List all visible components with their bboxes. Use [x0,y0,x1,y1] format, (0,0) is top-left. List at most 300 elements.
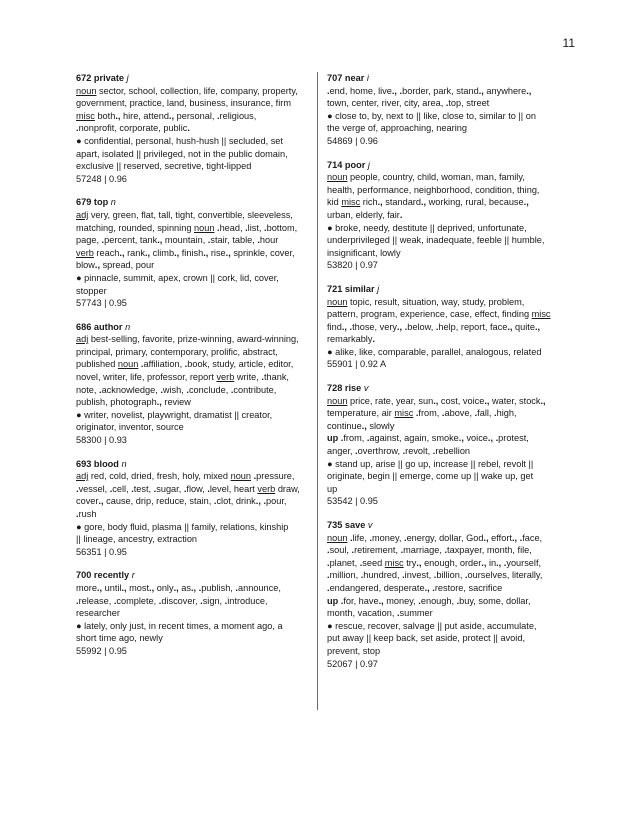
entry-text: remarkably [327,334,373,345]
entry-word: rise [344,383,362,394]
entry-text: end, home, live [329,85,392,96]
entry-similar [327,283,565,371]
entry-line [76,582,314,595]
entry-text: rich [360,197,378,208]
entry-line [76,607,314,620]
entry-text: write, [234,372,262,383]
entry-rank: 735 [327,520,343,530]
entry-text: originate, begin || emerge, come up || wake up, get [327,471,534,482]
grammar-label: noun [230,471,252,482]
entry-text: . [216,110,220,121]
entry-text: . [404,532,407,543]
entry-text: . [445,98,449,109]
entry-text: ., [156,397,162,408]
entry-rank: 693 [76,458,92,469]
entry-text: review [161,397,191,408]
entry-text: . [415,408,419,419]
entry-text: seed [362,557,385,568]
entry-text: . [99,384,102,395]
entry-text: ., [507,321,513,332]
entry-text: kid [327,197,342,208]
entry-text: planet, [329,557,360,568]
entry-text: ● rescue, recover, salvage || put aside, accumulate, [327,620,537,631]
entry-text: ., [225,247,231,258]
entry-text: ourselves, literally, [467,570,543,581]
entry-text: sector, school, collection, life, company, property, [96,85,298,96]
entry-text: above, [444,408,475,419]
entry-text: . [160,384,163,395]
entry-text: month, vacation, [327,608,397,619]
entry-text: both [94,110,116,121]
grammar-label: verb [76,247,94,258]
entry-text: revolt, [405,446,433,457]
grammar-label: noun [117,359,139,370]
entry-line [76,620,314,633]
entry-text: effort [488,532,512,543]
entry-headword [327,519,565,532]
entry-headword [327,72,565,85]
entry-text: publish, [201,582,236,593]
entry-headword [76,72,314,85]
entry-line [76,645,314,658]
entry-line [76,85,314,98]
entry-line [76,371,314,384]
entry-word: recently [93,570,130,581]
entry-line [76,483,314,496]
entry-line [327,296,565,309]
entry-text: life, [352,532,370,543]
entry-pos: j [377,283,380,294]
entry-text: ., [483,532,489,543]
entry-text: ● close to, by, next to || like, close to, similar to || on [327,110,536,121]
entry-text: . [369,532,372,543]
entry-text: ., [173,582,179,593]
right-column [327,72,565,681]
grammar-label: verb [216,372,235,383]
entry-pos: i [366,73,369,83]
entry-text: pour, [266,496,287,507]
entry-text: . [444,545,448,556]
entry-text: . [441,408,445,419]
entry-text: ., [397,321,403,332]
entry-text: water, stock [489,395,541,406]
entry-text: ., [361,420,367,431]
entry-headword [76,196,314,209]
entry-text: ., [203,247,209,258]
entry-line [76,110,314,123]
entry-text: ., [484,395,490,406]
entry-text: 55901 | 0.92 A [327,359,387,370]
entry-text: voice [463,433,488,444]
entry-word: save [344,520,366,530]
entry-line [327,110,565,123]
entry-line [76,632,314,645]
entry-text: ., [98,496,104,507]
entry-text: finish [179,247,204,258]
entry-line [76,297,314,310]
entry-line [327,569,565,582]
entry-text: . [101,235,105,246]
entry-line [327,470,565,483]
entry-line [327,532,565,545]
entry-text: 53820 | 0.97 [327,260,378,271]
entry-line [327,407,565,420]
entry-text: . [350,532,353,543]
entry-text: soul, [329,545,352,556]
entry-text: . [184,359,188,370]
entry-text: insignificant, lowly [327,247,401,258]
entry-text: from, [343,433,367,444]
entry-text: stair, table, [210,235,258,246]
entry-text: . [224,595,228,606]
entry-text: temperature, air [327,408,395,419]
entry-text: bottom, [266,222,298,233]
entry-text: money, [383,595,419,606]
page-number: 11 [562,36,575,50]
entry-line [76,396,314,409]
entry-rank: 714 [327,159,343,170]
entry-text: money, [372,532,404,543]
entry-line [327,184,565,197]
entry-text: . [109,483,113,494]
entry-text: more [76,582,97,593]
entry-line [76,508,314,521]
entry-text: quite [512,321,535,332]
entry-text: find [327,321,342,332]
entry-text: red, cold, dried, fresh, holy, mixed [88,471,231,482]
entry-text: affiliation, [143,359,185,370]
entry-text: million, [329,570,361,581]
entry-text: . [400,545,404,556]
entry-text: reach [93,247,120,258]
entry-text: yourself, [506,557,542,568]
entry-line [327,432,565,445]
entry-line [76,247,314,260]
entry-text: ., [526,85,532,96]
entry-line [76,346,314,359]
entry-text: exclusive || reserved, secretive, tight-lipped [76,161,252,172]
entry-text: spread, pour [100,260,155,271]
entry-text: for, have [343,595,379,606]
entry-text: very, green, flat, tall, tight, convertible, sleeveless, [88,209,293,220]
entry-text: book, study, article, editor, [187,359,294,370]
entry-text: . [327,545,330,556]
entry-line [76,495,314,508]
entry-text: invest, [404,570,434,581]
entry-headword [76,458,314,471]
entry-text: only [154,582,174,593]
entry-text: ., [190,582,197,593]
grammar-label: noun [76,85,97,96]
entry-line [327,458,565,471]
entry-text: . [264,222,267,233]
entry-text: mountain, [162,235,208,246]
entry-text: . [76,483,79,494]
entry-text: . [433,570,437,581]
entry-text: . [435,321,439,332]
entry-line [76,135,314,148]
entry-text: ., [416,557,422,568]
entry-rank: 721 [327,283,343,294]
entry-line [76,173,314,186]
entry-text: . [503,557,507,568]
entry-text: discover, [161,595,201,606]
entry-text: sprinkle, cover, [230,247,295,258]
entry-text: . [474,408,478,419]
entry-line [327,97,565,110]
entry-text: put away || keep back, set aside, protect || avoid, [327,633,525,644]
entry-text: . [245,222,248,233]
entry-text: summer [399,608,433,619]
entry-pos: r [131,570,135,581]
entry-line [327,620,565,633]
entry-line [327,632,565,645]
entry-text: test, [133,483,154,494]
entry-text: . [456,595,460,606]
entry-line [76,97,314,110]
entry-text: 54869 | 0.96 [327,135,378,146]
entry-line [76,384,314,397]
entry-text: prevent, stop [327,645,381,656]
entry-text: head, [219,222,246,233]
entry-text: . [158,595,162,606]
entry-text: release, [78,595,114,606]
entry-text: cell, [112,483,132,494]
entry-text: energy, dollar, God [406,532,484,543]
entry-text: published [76,359,118,370]
entry-text: . [217,222,220,233]
entry-text: help, report, face [438,321,508,332]
entry-text: ., [377,197,383,208]
entry-pos: j [126,73,129,83]
entry-pos: n [110,197,116,208]
entry-text: . [349,321,353,332]
grammar-label: misc [531,309,551,320]
entry-rise [327,382,565,508]
entry-text: ., [115,110,121,121]
entry-text: ., [94,260,101,271]
entry-text: religious, [219,110,257,121]
entry-pos: v [363,383,369,394]
entry-line [327,234,565,247]
entry-text: top, street [448,98,490,109]
entry-text: in [486,557,497,568]
entry-text: . [399,209,403,220]
entry-text: ., [511,532,518,543]
entry-text: . [432,446,436,457]
entry-text: level, heart [209,483,258,494]
entry-author [76,321,314,447]
entry-text: topic, result, situation, way, study, problem, [347,296,525,307]
entry-line [76,148,314,161]
entry-text: ., [168,110,175,121]
entry-text: best-selling, favorite, prize-winning, award-winning, [88,334,299,345]
grammar-label: noun [327,296,348,307]
entry-text: . [402,570,405,581]
entry-pos: j [367,159,370,170]
entry-text: . [76,509,79,519]
entry-pos: n [121,458,127,469]
entry-text: . [186,384,189,395]
entry-text: restore, sacrifice [434,582,503,593]
entry-text: below, [407,321,436,332]
entry-text: . [153,483,157,494]
entry-rank: 686 [76,321,92,332]
entry-line [76,272,314,285]
entry-text: conclude, [188,384,231,395]
entry-text: . [396,608,400,619]
entry-line [327,445,565,458]
entry-text: cause, drip, reduce, stain, [103,496,214,507]
entry-text: . [113,595,117,606]
entry-text: protest, [498,433,529,444]
entry-line [76,122,314,135]
entry-text: marriage, [403,545,445,556]
entry-line [327,483,565,496]
entry-text: rank [124,247,145,258]
entry-rank: 672 [76,73,92,83]
entry-headword [327,382,565,395]
entry-text: the verge of, approaching, nearing [327,123,467,134]
entry-line [327,645,565,658]
entry-text: ., [523,197,529,208]
entry-text: draw, [275,483,300,494]
entry-text: list, [247,222,265,233]
entry-text: ● writer, novelist, playwright, dramatist || creator, [76,409,273,420]
entry-text: up [327,433,339,444]
grammar-label: misc [76,110,95,121]
entry-text: rise [208,247,226,258]
entry-text: . [464,570,468,581]
entry-text: until [102,582,122,593]
entry-line [327,658,565,671]
entry-line [76,409,314,422]
entry-text: . [207,483,210,494]
entry-text: . [418,595,421,606]
entry-text: thank, [263,372,289,383]
entry-text: overthrow, [357,446,403,457]
entry-text: ., [458,433,464,444]
entry-text: billion, [436,570,465,581]
entry-text: contribute, [233,384,277,395]
entry-text: announce, [237,582,281,593]
entry-line [76,521,314,534]
grammar-label: adj [76,334,89,345]
entry-text: . [340,595,344,606]
entry-private [76,72,314,185]
entry-text: flow, [186,483,208,494]
entry-text: . [372,334,376,345]
entry-line [327,321,565,334]
entry-text: buy, some, dollar, [459,595,531,606]
entry-text: page, [76,235,102,246]
entry-text: percent, tank [104,235,158,246]
entry-text: ., [534,321,541,332]
entry-text: . [213,496,217,507]
entry-text: hour [259,235,279,246]
entry-line [76,209,314,222]
entry-blood [76,458,314,559]
entry-text: ., [149,582,155,593]
entry-word: poor [344,159,366,170]
entry-text: border, park, stand [402,85,479,96]
entry-text: continue [327,420,362,431]
entry-text: . [230,384,234,395]
entry-top [76,196,314,309]
entry-line [76,234,314,247]
entry-text: hundred, [363,570,403,581]
entry-text: . [187,123,190,134]
entry-line [76,470,314,483]
entry-text: ., [420,197,427,208]
entry-text: . [327,570,330,581]
entry-text: ● broke, needy, destitute || deprived, unfortunate, [327,222,527,233]
entry-word: author [93,321,123,332]
entry-line [76,222,314,235]
entry-text: cover [76,496,99,507]
entry-rank: 728 [327,383,343,394]
entry-text: up [327,483,338,494]
entry-text: ., [424,582,430,593]
entry-line [327,135,565,148]
grammar-label: noun [327,172,348,183]
entry-headword [327,283,565,296]
entry-rank: 679 [76,197,92,208]
entry-text: nonprofit, corporate, public [78,123,188,134]
entry-text: researcher [76,608,120,619]
entry-text: up [327,595,339,606]
entry-text: ., [487,433,494,444]
entry-line [327,209,565,222]
entry-text: novel, writer, life, professor, report [76,372,217,383]
entry-text: try [403,557,417,568]
entry-text: ., [96,582,103,593]
entry-line [76,595,314,608]
entry-text: ., [391,85,397,96]
entry-line [327,247,565,260]
entry-text: ., [255,496,261,507]
entry-text: . [432,582,435,593]
entry-text: climb [150,247,175,258]
entry-text: . [207,235,211,246]
entry-text: vessel, [78,483,110,494]
entry-text: ● pinnacle, summit, apex, crown || cork, lid, cover, [76,272,279,283]
entry-text: . [140,359,144,370]
entry-text: wish, [162,384,187,395]
grammar-label: adj [76,471,89,482]
entry-text: principal, primary, contemporary, prolific, abstract, [76,346,278,357]
entry-text: enough, [420,595,457,606]
entry-line [327,346,565,359]
grammar-label: misc [394,408,414,419]
entry-line [76,285,314,298]
entry-text: pressure, [256,471,295,482]
entry-text: ● alike, like, comparable, parallel, analogous, related [327,346,542,357]
entry-text: town, center, river, city, area, [327,98,446,109]
grammar-label: noun [327,532,348,543]
entry-text: introduce, [227,595,268,606]
entry-line [327,420,565,433]
entry-text: from, [418,408,442,419]
entry-text: matching, rounded, spinning [76,222,194,233]
entry-text: . [253,471,257,482]
entry-text: 55992 | 0.95 [76,645,127,656]
entry-text: . [404,321,408,332]
entry-text: ., [481,557,487,568]
entry-line [76,533,314,546]
entry-text: ., [433,395,439,406]
entry-line [76,434,314,447]
